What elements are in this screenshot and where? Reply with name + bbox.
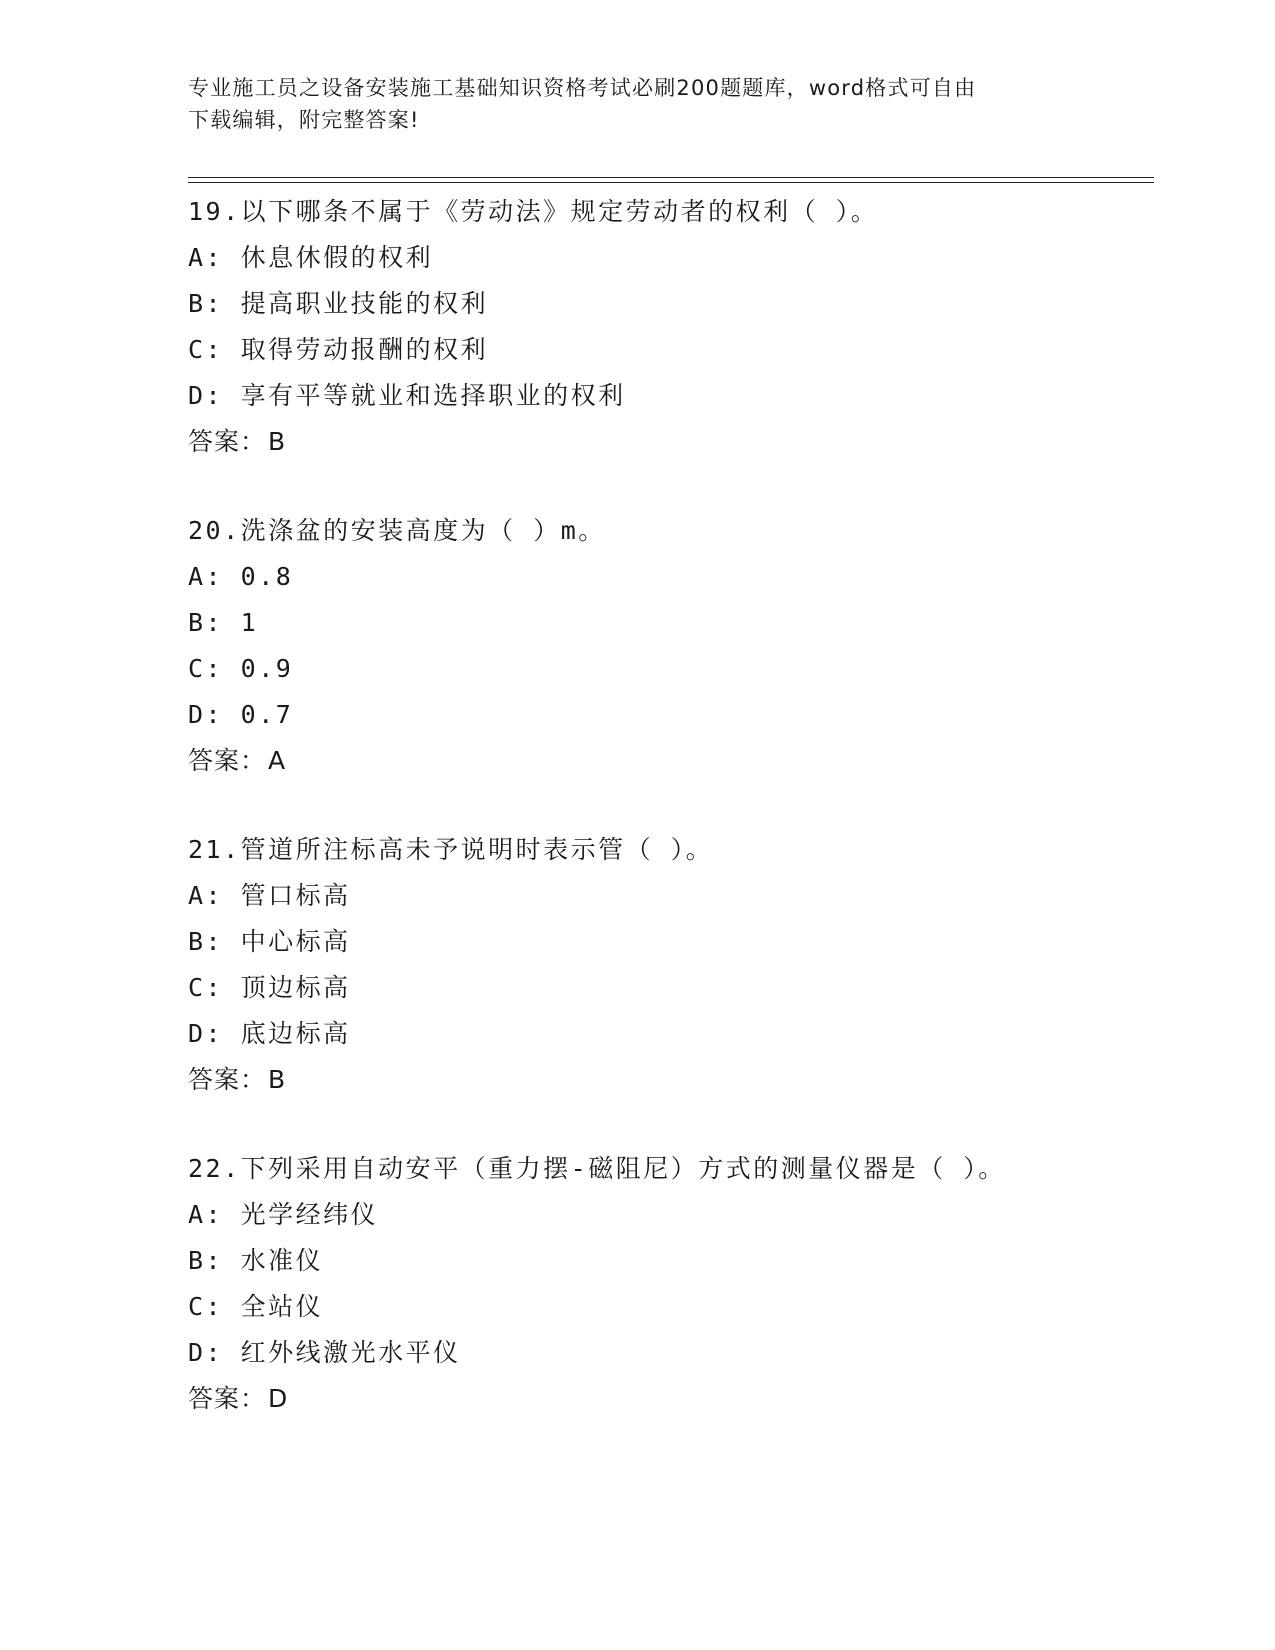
answer-value: B [268,1065,287,1094]
answer-label: 答案： [188,1065,267,1094]
answer-value: A [268,746,287,775]
question-title: 20.洗涤盆的安装高度为（ ）m。 [188,516,606,545]
answer-line [188,1376,1148,1422]
header-intro-line-1: 专业施工员之设备安装施工基础知识资格考试必刷200题题库，word格式可自由 [188,76,977,100]
question-22 [188,1146,1148,1422]
option-b: B: 提高职业技能的权利 [188,289,489,318]
option-c: C: 全站仪 [188,1292,324,1321]
question-20 [188,508,1148,784]
question-title: 19.以下哪条不属于《劳动法》规定劳动者的权利（ ）。 [188,197,879,226]
answer-line [188,1057,1148,1103]
question-title: 22.下列采用自动安平（重力摆-磁阻尼）方式的测量仪器是（ ）。 [188,1154,1006,1183]
option-d: D: 红外线激光水平仪 [188,1338,461,1367]
option-a: A: 光学经纬仪 [188,1200,379,1229]
document-header [188,72,1088,136]
header-divider-top [188,177,1154,178]
question-21 [188,827,1148,1103]
answer-line [188,738,1148,784]
header-intro-line-2: 下载编辑，附完整答案! [188,108,420,132]
answer-value: D [268,1384,289,1413]
question-19 [188,189,1148,465]
option-c: C: 0.9 [188,654,294,683]
option-d: D: 0.7 [188,700,294,729]
answer-label: 答案： [188,427,267,456]
answer-value: B [268,427,287,456]
option-d: D: 享有平等就业和选择职业的权利 [188,381,626,410]
question-title: 21.管道所注标高未予说明时表示管（ ）。 [188,835,714,864]
option-c: C: 取得劳动报酬的权利 [188,335,489,364]
option-d: D: 底边标高 [188,1019,351,1048]
option-c: C: 顶边标高 [188,973,351,1002]
option-a: A: 管口标高 [188,881,351,910]
answer-label: 答案： [188,746,267,775]
option-a: A: 休息休假的权利 [188,243,434,272]
option-b: B: 中心标高 [188,927,351,956]
option-b: B: 1 [188,608,259,637]
option-a: A: 0.8 [188,562,294,591]
answer-label: 答案： [188,1384,267,1413]
option-b: B: 水准仪 [188,1246,324,1275]
header-divider-bottom [188,182,1154,183]
answer-line [188,419,1148,465]
